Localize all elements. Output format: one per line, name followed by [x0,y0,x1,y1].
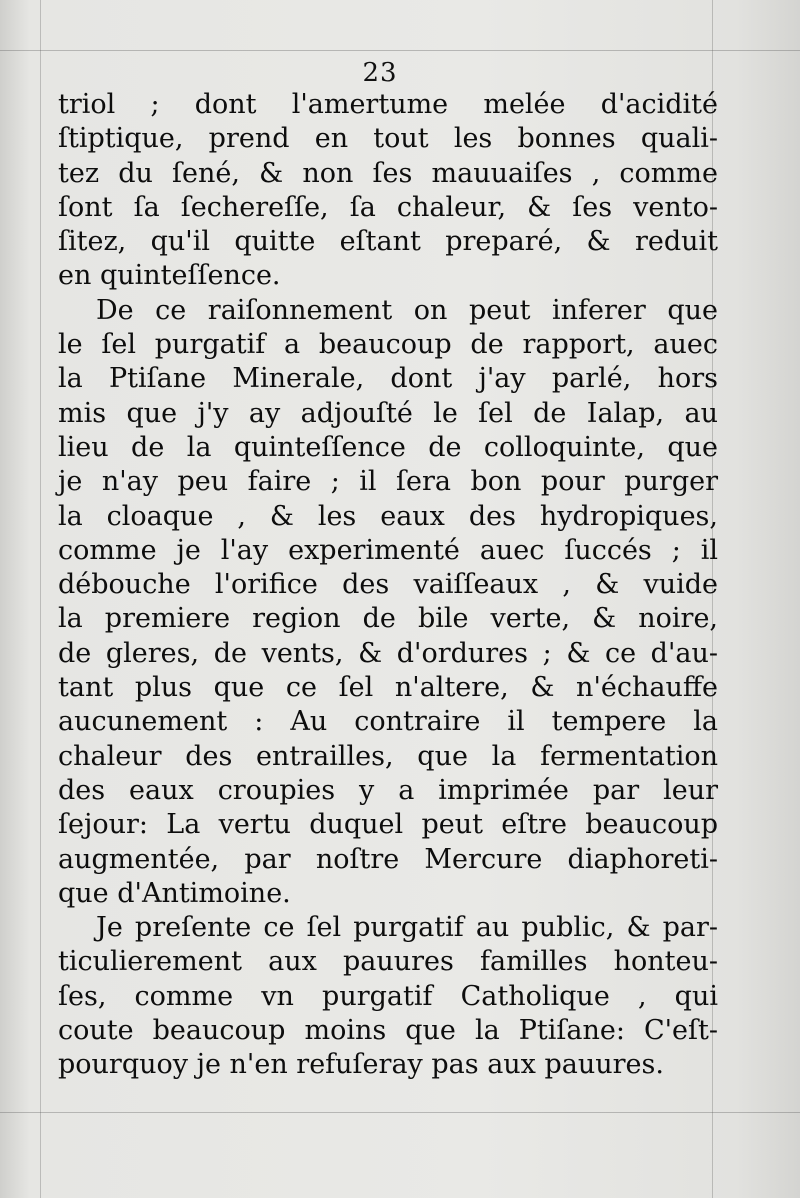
text-line: tez du ſené, & non ſes mauuaiſes , comme [58,157,718,189]
text-line: ſitez, qu'il quitte eſtant preparé, & reduit [58,226,718,258]
text-line: Je preſente ce ſel purgatif au public, & par- [96,912,718,944]
body-text [58,88,718,1083]
paragraph [58,911,718,1082]
text-line: pourquoy je n'en refuſeray pas aux pauures. [58,1049,664,1081]
text-line: De ce raiſonnement on peut inferer que [96,294,718,326]
text-line: ticulierement aux pauures familles honteu- [58,946,718,978]
text-line: en quinteſſence. [58,260,281,292]
text-line: je n'ay peu faire ; il ſera bon pour purger [58,466,718,498]
text-line: chaleur des entrailles, que la fermentation [58,740,718,772]
paragraph [58,294,718,911]
text-line: aucunement : Au contraire il tempere la [58,706,718,738]
text-line: ſont ſa ſechereſſe, ſa chaleur, & ſes vento- [58,191,718,223]
text-line: triol ; dont l'amertume melée d'acidité [58,89,718,120]
text-line: lieu de la quinteſſence de colloquinte, que [58,431,718,463]
page-number: 23 [362,58,398,88]
text-line: que d'Antimoine. [58,877,291,909]
paragraph [58,88,718,294]
text-line: le ſel purgatif a beaucoup de rapport, auec [58,329,718,361]
text-line: des eaux croupies y a imprimée par leur [58,774,718,806]
page-rule-left [40,0,41,1198]
text-line: ſtiptique, prend en tout les bonnes quali- [58,123,718,155]
text-line: débouche l'orifice des vaiſſeaux , & vuide [58,569,718,601]
text-line: tant plus que ce ſel n'altere, & n'échauffe [58,672,718,704]
text-line: la Ptiſane Minerale, dont j'ay parlé, hors [58,363,718,395]
text-line: ſes, comme vn purgatif Catholique , qui [58,980,718,1012]
text-line: augmentée, par noſtre Mercure diaphoreti- [58,843,718,875]
page-rule-top [0,50,800,51]
text-line: de gleres, de vents, & d'ordures ; & ce d'au- [58,637,718,669]
text-line: coute beaucoup moins que la Ptiſane: C'eſt- [58,1015,718,1047]
page-rule-bottom [0,1112,800,1113]
text-line: la cloaque , & les eaux des hydropiques, [58,500,718,532]
text-line: comme je l'ay experimenté auec ſuccés ; il [58,534,718,566]
text-line: ſejour: La vertu duquel peut eſtre beaucoup [58,809,718,841]
text-line: la premiere region de bile verte, & noire, [58,603,718,635]
text-line: mis que j'y ay adjouſté le ſel de Ialap, au [58,397,718,429]
